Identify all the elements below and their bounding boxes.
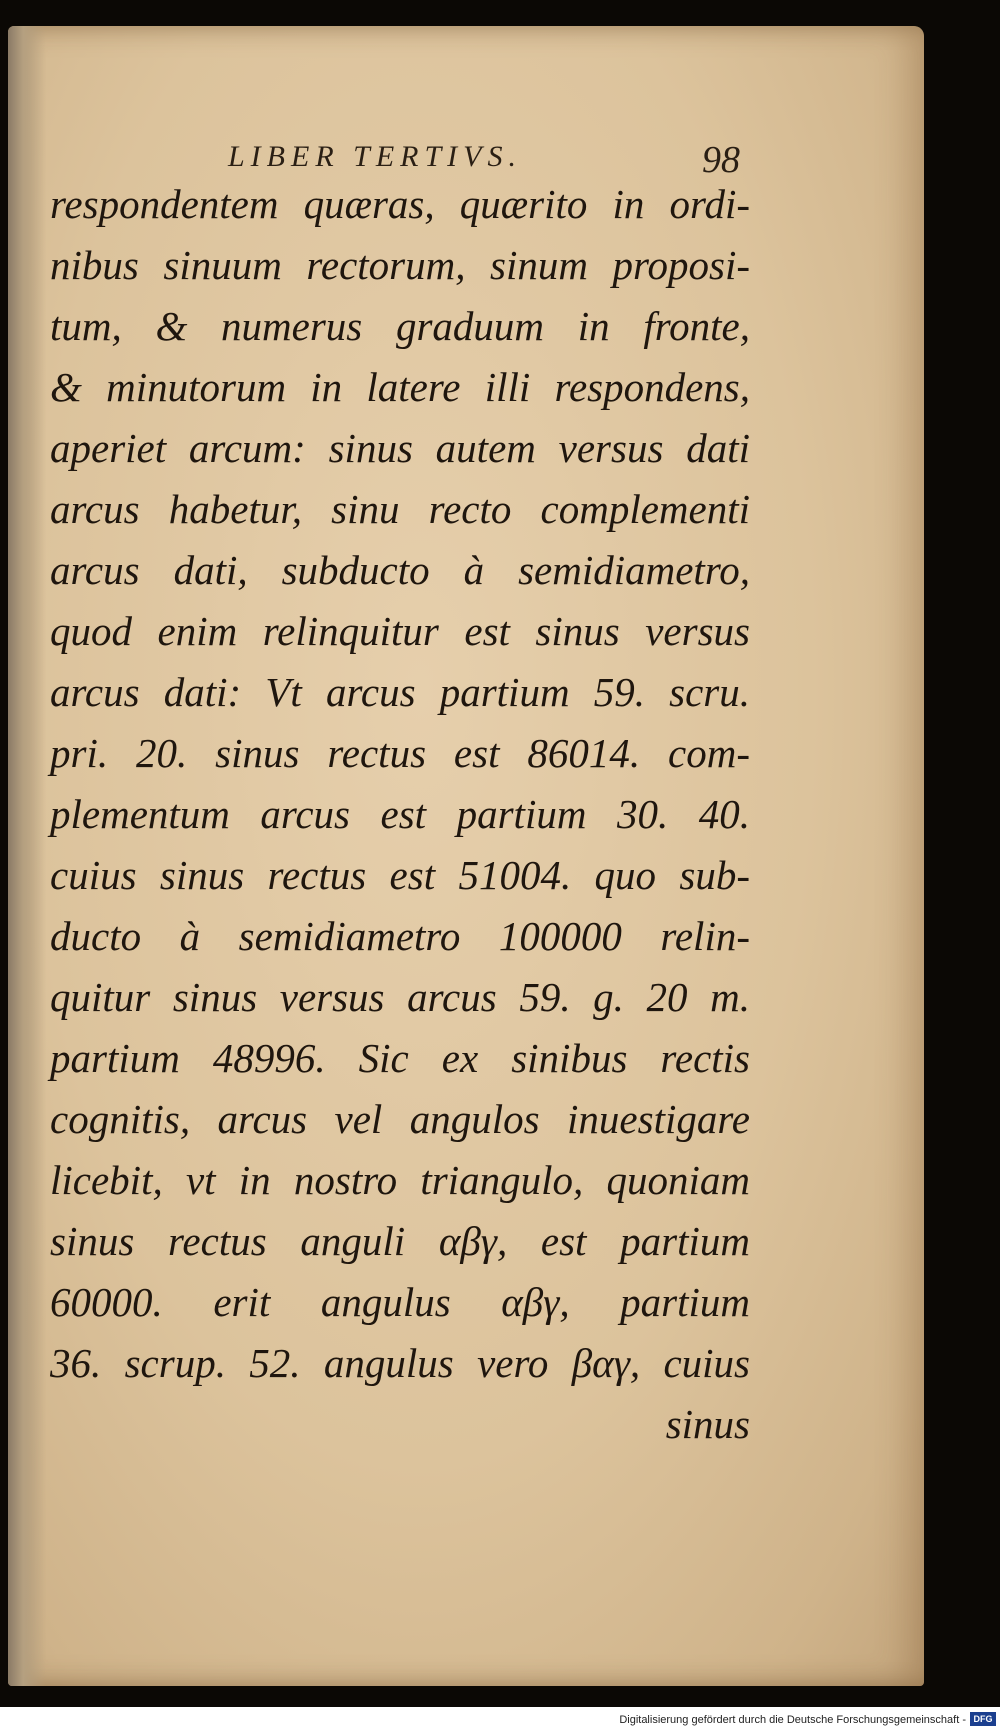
- text-line: cuius sinus rectus est 51004. quo sub-: [50, 852, 750, 898]
- text-line: quod enim relinquitur est sinus versus: [50, 608, 750, 654]
- dfg-logo-icon: DFG: [970, 1712, 996, 1726]
- digitization-footer: [0, 1707, 1000, 1729]
- text-line: respondentem quæras, quærito in ordi-: [50, 181, 750, 227]
- text-line: 36. scrup. 52. angulus vero βαγ, cuius: [50, 1340, 750, 1386]
- text-line: arcus dati: Vt arcus partium 59. scru.: [50, 669, 750, 715]
- text-line: arcus dati, subducto à semidiametro,: [50, 547, 750, 593]
- text-line: quitur sinus versus arcus 59. g. 20 m.: [50, 974, 750, 1020]
- text-line: partium 48996. Sic ex sinibus rectis: [50, 1035, 750, 1081]
- funding-credit: Digitalisierung gefördert durch die Deutsche Forschungsgemeinschaft -: [619, 1714, 966, 1726]
- text-line: sinus rectus anguli αβγ, est partium: [50, 1218, 750, 1264]
- text-line: & minutorum in latere illi respondens,: [50, 364, 750, 410]
- text-line: tum, & numerus graduum in fronte,: [50, 303, 750, 349]
- page-number: 98: [702, 139, 740, 181]
- running-head: [218, 110, 740, 181]
- page-gutter-shadow: [8, 26, 46, 1686]
- body-text: [50, 174, 750, 1455]
- text-line: 60000. erit angulus αβγ, partium: [50, 1279, 750, 1325]
- text-line: nibus sinuum rectorum, sinum proposi-: [50, 242, 750, 288]
- text-line: pri. 20. sinus rectus est 86014. com-: [50, 730, 750, 776]
- text-line: licebit, vt in nostro triangulo, quoniam: [50, 1157, 750, 1203]
- text-line: cognitis, arcus vel angulos inuestigare: [50, 1096, 750, 1142]
- text-line: aperiet arcum: sinus autem versus dati: [50, 425, 750, 471]
- catchword: sinus: [665, 1401, 750, 1447]
- text-line: arcus habetur, sinu recto complementi: [50, 486, 750, 532]
- text-line: ducto à semidiametro 100000 relin-: [50, 913, 750, 959]
- text-line: plementum arcus est partium 30. 40.: [50, 791, 750, 837]
- running-head-title: LIBER TERTIVS.: [228, 140, 522, 173]
- book-page: [8, 26, 924, 1686]
